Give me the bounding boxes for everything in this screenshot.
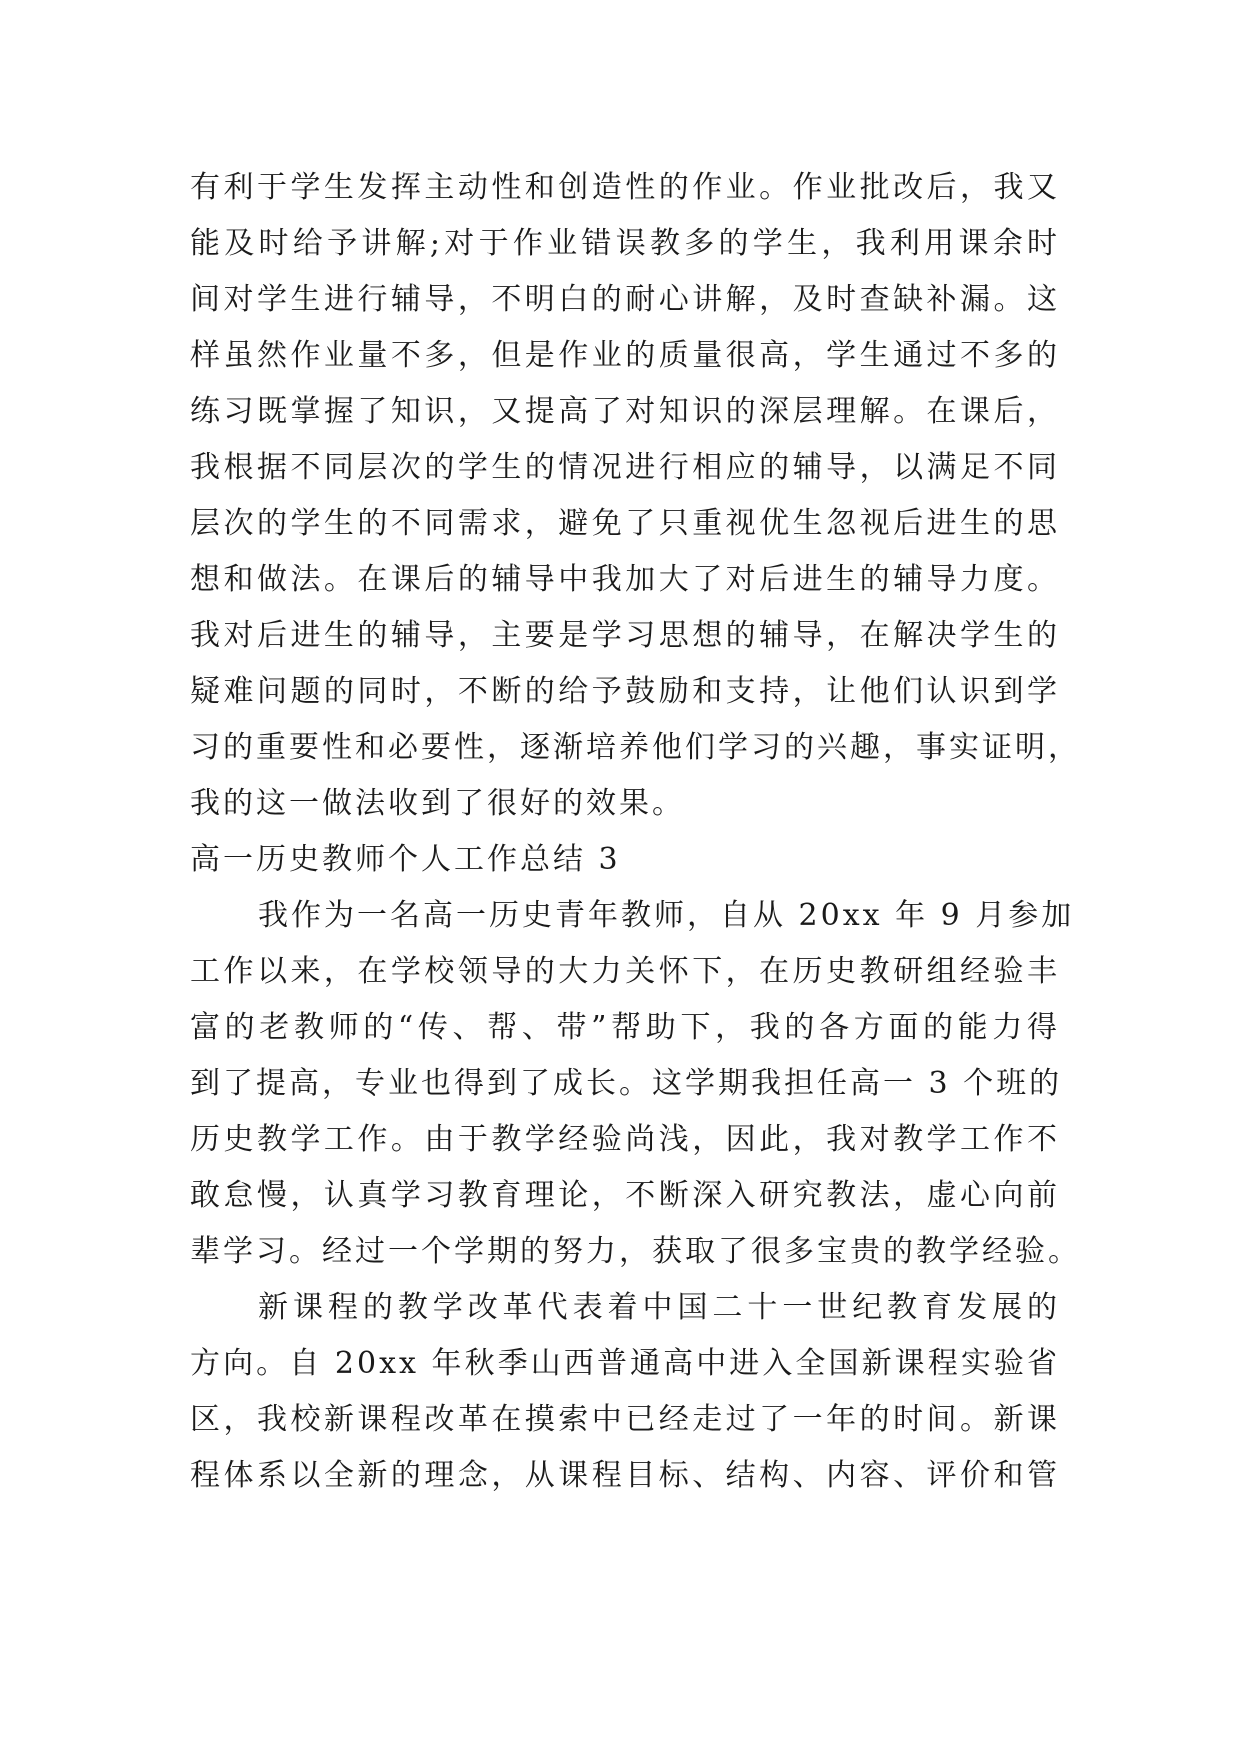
text-line: 能及时给予讲解;对于作业错误教多的学生，我利用课余时 [190, 226, 1060, 261]
text-line: 我根据不同层次的学生的情况进行相应的辅导，以满足不同 [190, 450, 1060, 485]
text-line: 辈学习。经过一个学期的努力，获取了很多宝贵的教学经验。 [190, 1234, 1081, 1269]
text-line: 疑难问题的同时，不断的给予鼓励和支持，让他们认识到学 [190, 674, 1060, 709]
text-line: 层次的学生的不同需求，避免了只重视优生忽视后进生的思 [190, 506, 1060, 541]
text-line: 历史教学工作。由于教学经验尚浅，因此，我对教学工作不 [190, 1122, 1060, 1157]
text-line: 新课程的教学改革代表着中国二十一世纪教育发展的 [258, 1290, 1060, 1325]
text-line: 练习既掌握了知识，又提高了对知识的深层理解。在课后， [190, 394, 1060, 429]
paragraph-3 [190, 1280, 1060, 1504]
section-heading: 高一历史教师个人工作总结 3 [190, 842, 621, 877]
text-line: 方向。自 20xx 年秋季山西普通高中进入全国新课程实验省 [190, 1346, 1060, 1381]
text-line: 到了提高，专业也得到了成长。这学期我担任高一 3 个班的 [190, 1066, 1063, 1101]
text-line: 习的重要性和必要性，逐渐培养他们学习的兴趣，事实证明， [190, 730, 1081, 765]
text-line: 有利于学生发挥主动性和创造性的作业。作业批改后，我又 [190, 170, 1060, 205]
text-line: 我的这一做法收到了很好的效果。 [190, 786, 685, 821]
text-line: 我对后进生的辅导，主要是学习思想的辅导，在解决学生的 [190, 618, 1060, 653]
paragraph-1 [190, 160, 1081, 832]
text-line: 样虽然作业量不多，但是作业的质量很高，学生通过不多的 [190, 338, 1060, 373]
paragraph-2 [190, 888, 1081, 1280]
text-line: 程体系以全新的理念，从课程目标、结构、内容、评价和管 [190, 1458, 1060, 1493]
text-line: 敢怠慢，认真学习教育理论，不断深入研究教法，虚心向前 [190, 1178, 1060, 1213]
text-line: 想和做法。在课后的辅导中我加大了对后进生的辅导力度。 [190, 562, 1060, 597]
text-line: 我作为一名高一历史青年教师，自从 20xx 年 9 月参加 [258, 898, 1075, 933]
text-line: 工作以来，在学校领导的大力关怀下，在历史教研组经验丰 [190, 954, 1060, 989]
text-line: 富的老教师的“传、帮、带”帮助下，我的各方面的能力得 [190, 1010, 1060, 1045]
text-line: 间对学生进行辅导，不明白的耐心讲解，及时查缺补漏。这 [190, 282, 1060, 317]
document-body [190, 160, 1081, 1504]
text-line: 区，我校新课程改革在摸索中已经走过了一年的时间。新课 [190, 1402, 1060, 1437]
